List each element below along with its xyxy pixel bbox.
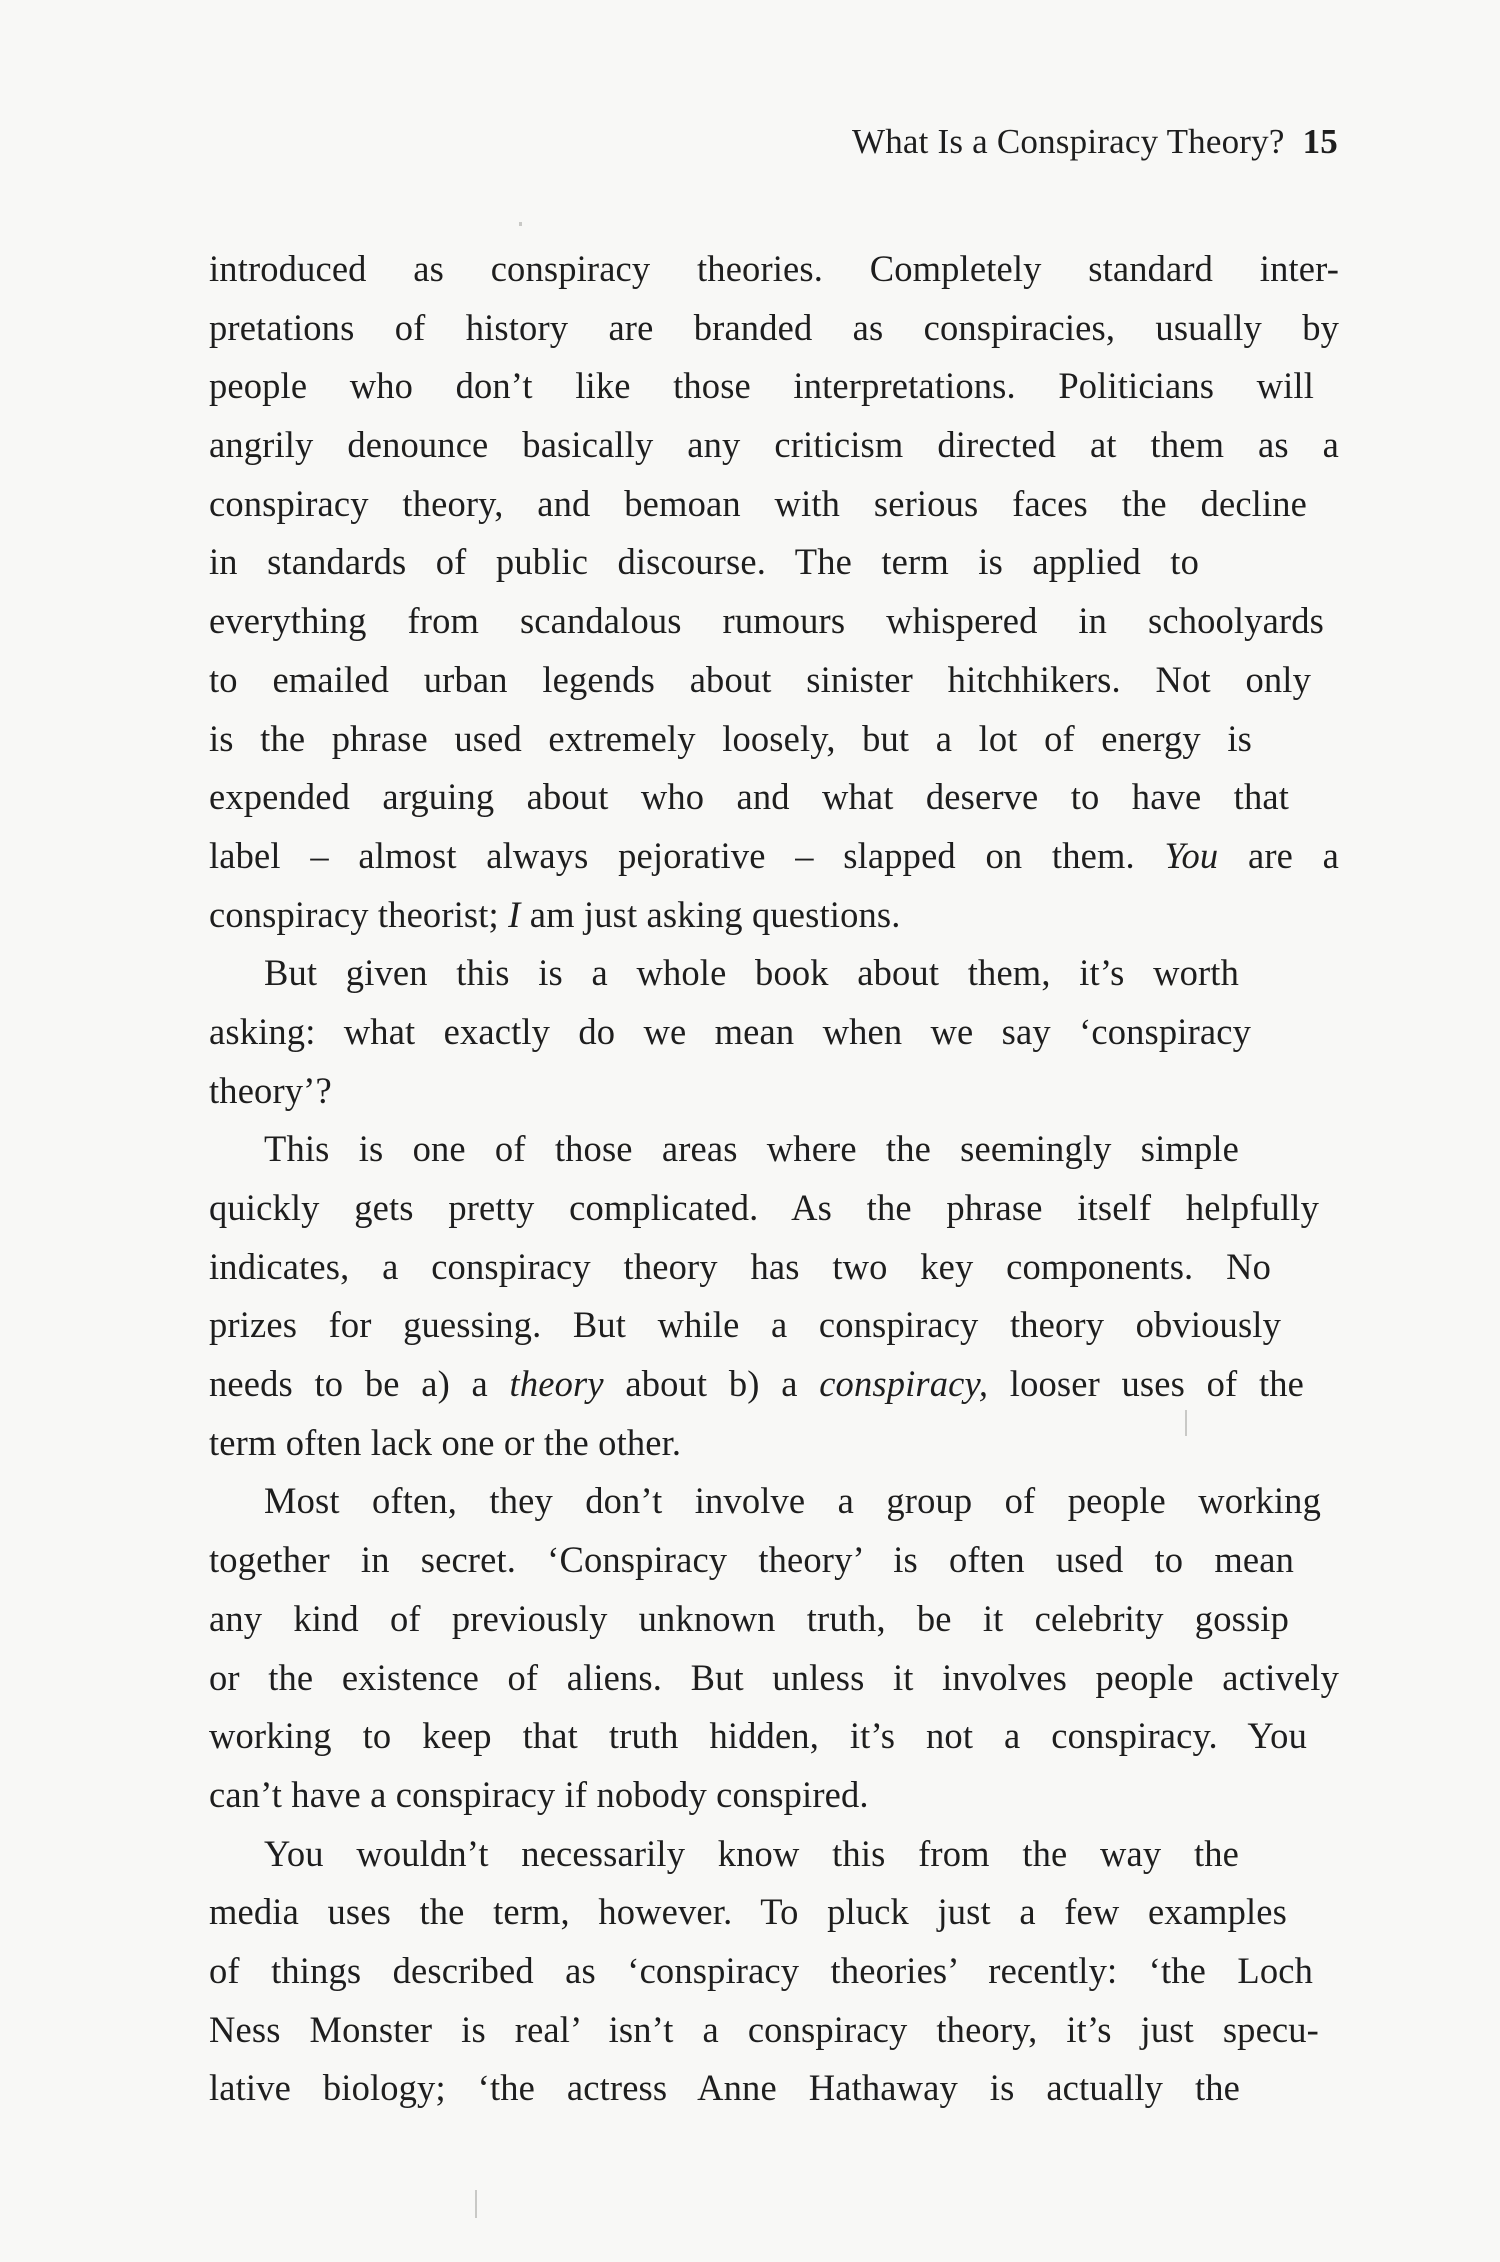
text-line: working to keep that truth hidden, it’s not a conspiracy. You [209,1715,1307,1757]
text-segment: conspiracy theorist; [209,893,499,935]
text-segment: looser uses of the [1009,1363,1305,1405]
text-line: asking: what exactly do we mean when we say ‘conspiracy [209,1010,1251,1052]
text-line: people who don’t like those interpretations. Politicians will [209,365,1314,407]
text-segment: am just asking questions. [529,893,901,935]
text-line: to emailed urban legends about sinister hitchhikers. Not only [209,658,1311,700]
running-head-title: What Is a Conspiracy Theory? [852,122,1285,161]
text-line: conspiracy theory, and bemoan with serious faces the decline [209,482,1307,524]
text-line: or the existence of aliens. But unless it involves people actively [209,1656,1339,1698]
text-line: pretations of history are branded as conspiracies, usually by [209,306,1339,348]
text-line [209,1355,1304,1414]
italic-word: I [508,893,521,935]
text-line: lative biology; ‘the actress Anne Hathaway is actually the [209,2067,1240,2109]
text-line: Ness Monster is real’ isn’t a conspiracy theory, it’s just specu- [209,2008,1319,2050]
text-line: This is one of those areas where the seemingly simple [264,1128,1239,1170]
text-line: of things described as ‘conspiracy theories’ recently: ‘the Loch [209,1949,1313,1991]
text-line: together in secret. ‘Conspiracy theory’ is often used to mean [209,1539,1294,1581]
italic-word: theory [509,1363,604,1405]
text-line: prizes for guessing. But while a conspiracy theory obviously [209,1304,1281,1346]
text-segment: are a [1248,834,1340,876]
page-number: 15 [1302,122,1338,161]
italic-word: You [1164,834,1219,876]
text-line: But given this is a whole book about them, it’s worth [264,952,1239,994]
text-line [209,827,1339,886]
text-line: You wouldn’t necessarily know this from the way the [264,1832,1239,1874]
text-line: any kind of previously unknown truth, be it celebrity gossip [209,1597,1289,1639]
scan-speck [1185,1410,1187,1436]
running-head [852,120,1338,164]
body-text [209,240,1339,2118]
text-segment: needs to be a) a [209,1363,488,1405]
text-line: media uses the term, however. To pluck just a few examples [209,1891,1287,1933]
text-line: quickly gets pretty complicated. As the phrase itself helpfully [209,1187,1319,1228]
text-line [209,886,1339,945]
text-line: is the phrase used extremely loosely, but a lot of energy is [209,717,1252,759]
italic-word: conspiracy, [819,1363,989,1405]
text-segment: label – almost always pejorative – slapped on them. [209,834,1135,876]
scan-speck [519,222,522,226]
text-line: angrily denounce basically any criticism directed at them as a [209,424,1339,466]
text-line: introduced as conspiracy theories. Completely standard inter- [209,248,1339,289]
text-line: Most often, they don’t involve a group of people working [264,1480,1321,1522]
text-segment: about b) a [625,1363,798,1405]
text-line: indicates, a conspiracy theory has two key components. No [209,1245,1271,1287]
text-line: theory’? [209,1069,332,1111]
text-line: in standards of public discourse. The term is applied to [209,541,1199,583]
text-line: term often lack one or the other. [209,1421,682,1463]
text-line: everything from scandalous rumours whispered in schoolyards [209,600,1324,642]
text-line: can’t have a conspiracy if nobody conspired. [209,1773,869,1815]
scan-speck [475,2190,477,2218]
text-line: expended arguing about who and what deserve to have that [209,776,1289,818]
